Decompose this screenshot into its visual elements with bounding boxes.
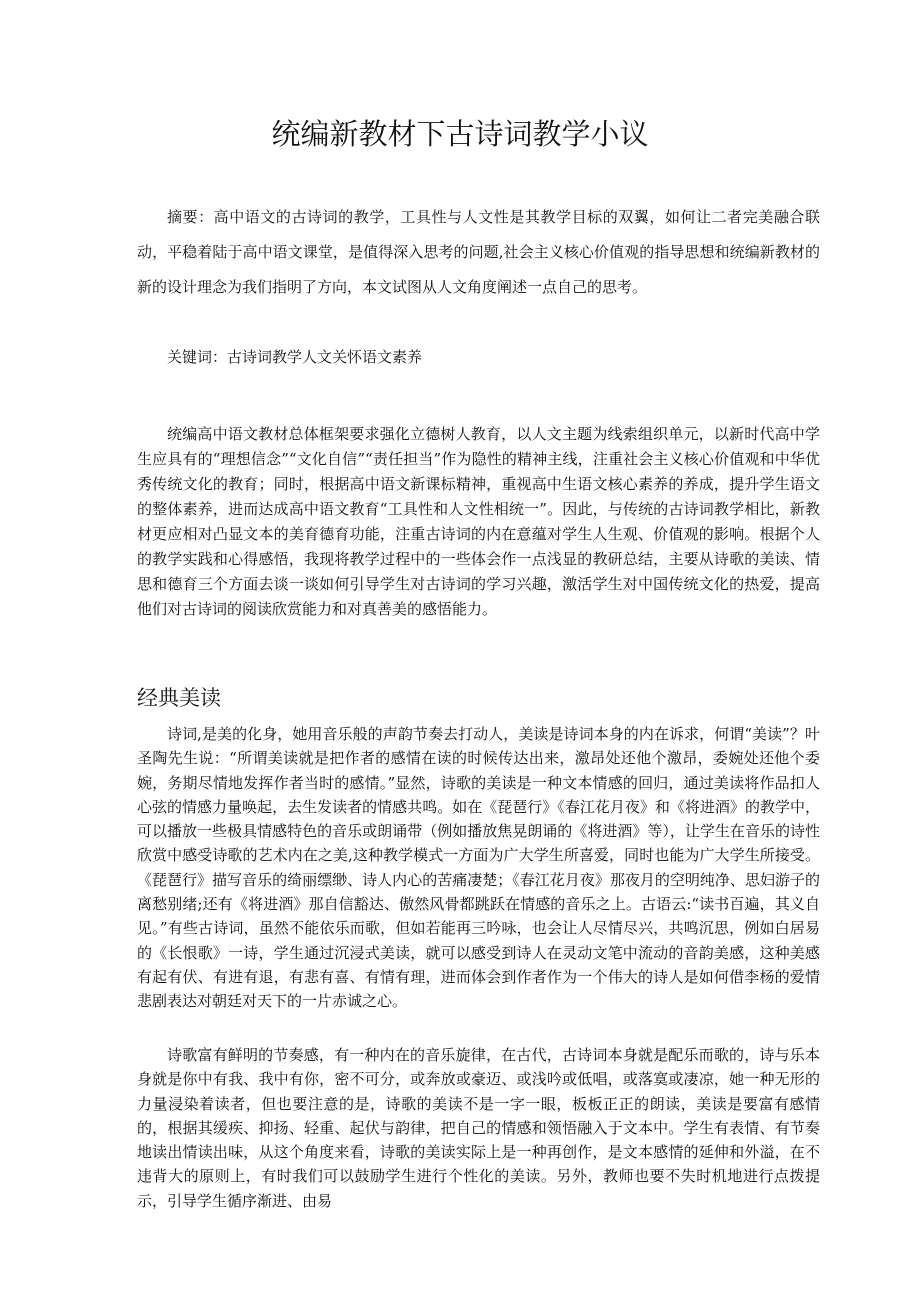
- body-paragraph-1: 诗词,是美的化身，她用音乐般的声韵节奏去打动人，美读是诗词本身的内在诉求，何谓“美读”？叶圣陶先生说：“所谓美读就是把作者的感情在读的时候传达出来，激昂处还他个激昂，委婉处还他个委婉，务期尽情地发挥作者当时的感情。”显然，诗歌的美读是一种文本情感的回归，通过美读将作品扣人心弦的情感力量唤起，去生发读者的情感共鸣。如在《琵琶行》《春江花月夜》和《将进酒》的教学中，可以播放一些极具情感特色的音乐或朗诵带（例如播放焦晃朗诵的《将进酒》等），让学生在音乐的诗性欣赏中感受诗歌的艺术内在之美,这种教学模式一方面为广大学生所喜爱，同时也能为广大学生所接受。《琵琶行》描写音乐的绮丽缥缈、诗人内心的苦痛凄楚；《春江花月夜》那夜月的空明纯净、思妇游子的离愁别绪;还有《将进酒》那自信豁达、傲然风骨都跳跃在情感的音乐之上。古语云:“读书百遍，其义自见。”有些古诗词，虽然不能依乐而歌，但如若能再三吟咏，也会让人尽情尽兴，共鸣沉思，例如白居易的《长恨歌》一诗，学生通过沉浸式美读，就可以感受到诗人在灵动文笔中流动的音韵美感，这种美感有起有伏、有进有退，有悲有喜、有情有理，进而体会到作者作为一个伟大的诗人是如何借李杨的爱情悲剧表达对朝廷对天下的一片赤诚之心。: [137, 725, 820, 1011]
- document-title: 统编新教材下古诗词教学小议: [271, 117, 649, 151]
- abstract-paragraph: 摘要：高中语文的古诗词的教学，工具性与人文性是其教学目标的双翼，如何让二者完美融合联动，平稳着陆于高中语文课堂，是值得深入思考的问题,社会主义核心价值观的指导思想和统编新教材的新的设计理念为我们指明了方向，本文试图从人文角度阐述一点自己的思考。: [137, 208, 820, 296]
- body-paragraph-2: 诗歌富有鲜明的节奏感，有一种内在的音乐旋律，在古代，古诗词本身就是配乐而歌的，诗与乐本身就是你中有我、我中有你，密不可分，或奔放或豪迈、或浅吟或低唱，或落寞或凄凉，她一种无形的力量浸染着读者，但也要注意的是，诗歌的美读不是一字一眼，板板正正的朗读，美读是要富有感情的，根据其缓疾、抑扬、轻重、起伏与韵律，把自己的情感和领悟融入于文本中。学生有表情、有节奏地读出情读出味，从这个角度来看，诗歌的美读实际上是一种再创作，是文本感情的延伸和外溢，在不违背大的原则上，有时我们可以鼓励学生进行个性化的美读。另外，教师也要不失时机地进行点拨提示，引导学生循序渐进、由易: [137, 1046, 820, 1210]
- keywords-line: 关键词：古诗词教学人文关怀语文素养: [167, 348, 423, 366]
- intro-paragraph: 统编高中语文教材总体框架要求强化立德树人教育，以人文主题为线索组织单元，以新时代高中学生应具有的“理想信念”“文化自信”“责任担当”作为隐性的精神主线，注重社会主义核心价值观和中华优秀传统文化的教育；同时，根据高中语文新课标精神，重视高中生语文核心素养的养成，提升学生语文的整体素养，进而达成高中语文教育“工具性和人文性相统一”。因此，与传统的古诗词教学相比，新教材更应相对凸显文本的美育德育功能，注重古诗词的内在意蕴对学生人生观、价值观的影响。根据个人的教学实践和心得感悟，我现将教学过程中的一些体会作一点浅显的教研总结，主要从诗歌的美读、情思和德育三个方面去谈一谈如何引导学生对古诗词的学习兴趣，激活学生对中国传统文化的热爱，提高他们对古诗词的阅读欣赏能力和对真善美的感悟能力。: [137, 425, 820, 618]
- section-heading: 经典美读: [137, 686, 221, 710]
